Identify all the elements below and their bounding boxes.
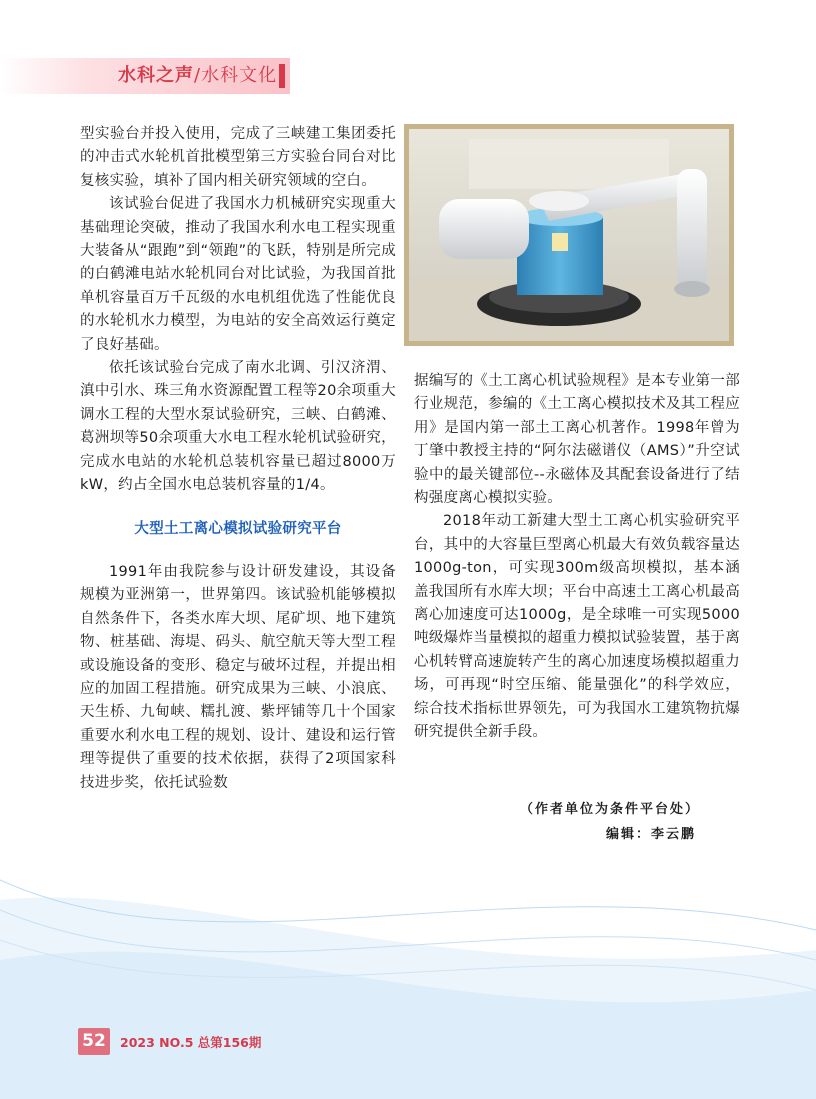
author-affiliation: （作者单位为条件平台处） <box>520 802 701 817</box>
header-separator: / <box>194 65 202 86</box>
paragraph: 依托该试验台完成了南水北调、引汉济渭、滇中引水、珠三角水资源配置工程等20余项重大调水工程的大型水泵试验研究，三峡、白鹤滩、葛洲坝等50余项重大水电工程水轮机试验研究，完成水电站的水轮机总装机容量已超过8000万kW，约占全国水电总装机容量的1/4。 <box>80 360 396 494</box>
paragraph: 2018年动工新建大型土工离心机实验研究平台，其中的大容量巨型离心机最大有效负载容量达1000g-ton，可实现300m级高坝模拟，基本涵盖我国所有水库大坝；平台中高速土工离心机最高离心加速度可达1000g，是全球唯一可实现5000吨级爆炸当量模拟的超重力模拟试验装置，基于离心机转臂高速旋转产生的离心加速度场模拟超重力场，可再现“时空压缩、能量强化”的科学效应，综合技术指标世界领先，可为我国水工建筑物抗爆研究提供全新手段。 <box>414 513 740 741</box>
section-header <box>118 64 277 88</box>
left-column <box>80 123 396 795</box>
section-title: 大型土工离心模拟试验研究平台 <box>134 520 342 537</box>
decorative-wave <box>0 840 816 1099</box>
header-accent-bar <box>279 64 285 88</box>
header-main: 水科之声 <box>118 65 194 86</box>
paragraph: 该试验台促进了我国水力机械研究实现重大基础理论突破，推动了我国水利水电工程实现重大装备从“跟跑”到“领跑”的飞跃，特别是所完成的白鹤滩电站水轮机同台对比试验，为我国首批单机容量百万千瓦级的水电机组优选了性能优良的水轮机水力模型，为电站的安全高效运行奠定了良好基础。 <box>80 196 396 353</box>
paragraph: 1991年由我院参与设计研发建设，其设备规模为亚洲第一，世界第四。该试验机能够模拟自然条件下，各类水库大坝、尾矿坝、地下建筑物、桩基础、海堤、码头、航空航天等大型工程或设施设备的变形、稳定与破坏过程，并提出相应的加固工程措施。研究成果为三峡、小浪底、天生桥、九甸峡、糯扎渡、紫坪铺等几十个国家重要水利水电工程的规划、设计、建设和运行管理等提供了重要的技术依据，获得了2项国家科技进步奖，依托试验数 <box>80 563 396 791</box>
issue-info: 2023 NO.5 总第156期 <box>120 1035 262 1050</box>
right-column <box>414 370 740 745</box>
paragraph: 型实验台并投入使用，完成了三峡建工集团委托的冲击式水轮机首批模型第三方实验台同台对比复核实验，填补了国内相关研究领域的空白。 <box>80 126 396 189</box>
editor-credit: 编辑：李云鹏 <box>606 827 697 842</box>
header-sub: 水科文化 <box>201 65 278 86</box>
page-number: 52 <box>78 1028 110 1055</box>
centrifuge-photo <box>404 124 734 346</box>
paragraph: 据编写的《土工离心机试验规程》是本专业第一部行业规范，参编的《土工离心模拟技术及其工程应用》是国内第一部土工离心机著作。1998年曾为丁肇中教授主持的“阿尔法磁谱仪（AMS）”升空试验中的最关键部位--永磁体及其配套设备进行了结构强度离心模拟实验。 <box>414 373 740 507</box>
